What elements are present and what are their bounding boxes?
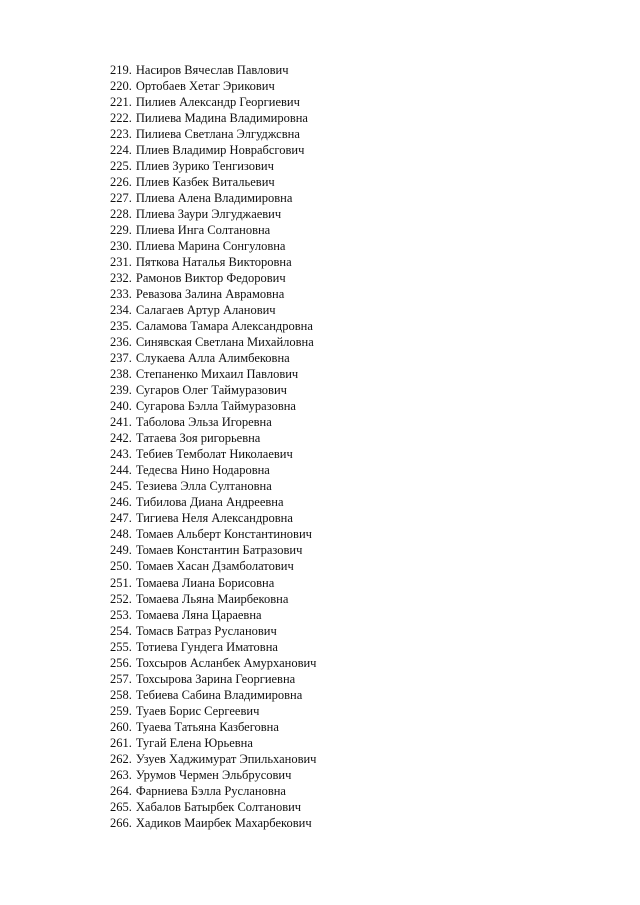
- entry-number: 260.: [110, 719, 132, 734]
- entry-number: 227.: [110, 191, 132, 206]
- entry-number: 263.: [110, 767, 132, 782]
- list-item: [110, 238, 316, 254]
- person-name: Узуев Хаджимурат Эпильханович: [135, 751, 317, 766]
- list-item: [110, 222, 316, 238]
- person-name: Ревазова Залина Аврамовна: [135, 287, 285, 302]
- list-item: [110, 607, 316, 623]
- person-name: Тугай Елена Юрьевна: [135, 735, 253, 750]
- person-name: Томаева Лиана Борисовна: [135, 575, 275, 590]
- entry-number: 234.: [110, 303, 132, 318]
- entry-number: 240.: [110, 399, 132, 414]
- entry-number: 266.: [110, 815, 132, 830]
- list-item: [110, 735, 316, 751]
- list-item: [110, 78, 316, 94]
- list-item: [110, 510, 316, 526]
- entry-number: 241.: [110, 415, 132, 430]
- entry-number: 223.: [110, 127, 132, 142]
- entry-number: 224.: [110, 143, 132, 158]
- name-list: [110, 62, 316, 831]
- entry-number: 235.: [110, 319, 132, 334]
- entry-number: 253.: [110, 607, 132, 622]
- entry-number: 230.: [110, 239, 132, 254]
- list-item: [110, 815, 316, 831]
- person-name: Томаев Хасан Дзамболатович: [135, 559, 294, 574]
- entry-number: 265.: [110, 799, 132, 814]
- person-name: Томаев Альберт Константинович: [135, 527, 312, 542]
- entry-number: 259.: [110, 703, 132, 718]
- list-item: [110, 751, 316, 767]
- list-item: [110, 478, 316, 494]
- entry-number: 243.: [110, 447, 132, 462]
- entry-number: 261.: [110, 735, 132, 750]
- entry-number: 220.: [110, 79, 132, 94]
- list-item: [110, 350, 316, 366]
- list-item: [110, 398, 316, 414]
- entry-number: 251.: [110, 575, 132, 590]
- person-name: Плиева Заури Элгуджаевич: [135, 207, 282, 222]
- person-name: Пилиев Александр Георгиевич: [135, 95, 300, 110]
- list-item: [110, 190, 316, 206]
- person-name: Томаева Ляна Цараевна: [135, 607, 262, 622]
- person-name: Синявская Светлана Михайловна: [135, 335, 314, 350]
- list-item: [110, 366, 316, 382]
- person-name: Саламова Тамара Александровна: [135, 319, 313, 334]
- person-name: Рамонов Виктор Федорович: [135, 271, 286, 286]
- person-name: Томасв Батраз Русланович: [135, 623, 277, 638]
- list-item: [110, 174, 316, 190]
- list-item: [110, 655, 316, 671]
- entry-number: 245.: [110, 479, 132, 494]
- entry-number: 236.: [110, 335, 132, 350]
- list-item: [110, 126, 316, 142]
- person-name: Тохсырова Зарина Георгиевна: [135, 671, 296, 686]
- person-name: Тигиева Неля Александровна: [135, 511, 293, 526]
- entry-number: 246.: [110, 495, 132, 510]
- list-item: [110, 430, 316, 446]
- entry-number: 264.: [110, 783, 132, 798]
- entry-number: 233.: [110, 287, 132, 302]
- person-name: Степаненко Михаил Павлович: [135, 367, 299, 382]
- person-name: Плиев Зурико Тенгизович: [135, 159, 274, 174]
- list-item: [110, 799, 316, 815]
- person-name: Тибилова Диана Андреевна: [135, 495, 284, 510]
- list-item: [110, 703, 316, 719]
- list-item: [110, 158, 316, 174]
- person-name: Слукаева Алла Алимбековна: [135, 351, 290, 366]
- person-name: Фарниева Бэлла Руслановна: [135, 783, 286, 798]
- person-name: Тебиева Сабина Владимировна: [135, 687, 303, 702]
- person-name: Тезиева Элла Султановна: [135, 479, 272, 494]
- list-item: [110, 382, 316, 398]
- person-name: Плиева Инга Солтановна: [135, 223, 271, 238]
- entry-number: 262.: [110, 751, 132, 766]
- person-name: Хабалов Батырбек Солтанович: [135, 799, 302, 814]
- entry-number: 222.: [110, 111, 132, 126]
- list-item: [110, 558, 316, 574]
- list-item: [110, 767, 316, 783]
- entry-number: 237.: [110, 351, 132, 366]
- list-item: [110, 783, 316, 799]
- person-name: Насиров Вячеслав Павлович: [135, 63, 289, 77]
- list-item: [110, 462, 316, 478]
- entry-number: 225.: [110, 159, 132, 174]
- entry-number: 229.: [110, 223, 132, 238]
- entry-number: 255.: [110, 639, 132, 654]
- entry-number: 250.: [110, 559, 132, 574]
- list-item: [110, 526, 316, 542]
- list-item: [110, 94, 316, 110]
- person-name: Плиева Марина Сонгуловна: [135, 239, 286, 254]
- entry-number: 221.: [110, 95, 132, 110]
- entry-number: 226.: [110, 175, 132, 190]
- person-name: Плиева Алена Владимировна: [135, 191, 293, 206]
- entry-number: 219.: [110, 63, 132, 77]
- entry-number: 257.: [110, 671, 132, 686]
- list-item: [110, 639, 316, 655]
- entry-number: 242.: [110, 431, 132, 446]
- person-name: Пилиева Мадина Владимировна: [135, 111, 308, 126]
- entry-number: 256.: [110, 655, 132, 670]
- person-name: Урумов Чермен Эльбрусович: [135, 767, 292, 782]
- person-name: Пяткова Наталья Викторовна: [135, 255, 292, 270]
- entry-number: 258.: [110, 687, 132, 702]
- person-name: Салагаев Артур Аланович: [135, 303, 276, 318]
- entry-number: 232.: [110, 271, 132, 286]
- list-item: [110, 446, 316, 462]
- entry-number: 252.: [110, 591, 132, 606]
- list-item: [110, 687, 316, 703]
- person-name: Пилиева Светлана Элгуджсвна: [135, 127, 300, 142]
- list-item: [110, 591, 316, 607]
- list-item: [110, 286, 316, 302]
- person-name: Тедесва Нино Нодаровна: [135, 463, 270, 478]
- person-name: Тотиева Гундега Иматовна: [135, 639, 278, 654]
- person-name: Туаев Борис Сергеевич: [135, 703, 260, 718]
- person-name: Томаева Льяна Маирбековна: [135, 591, 289, 606]
- list-item: [110, 671, 316, 687]
- person-name: Сугарова Бэлла Таймуразовна: [135, 399, 296, 414]
- list-item: [110, 110, 316, 126]
- person-name: Туаева Татьяна Казбеговна: [135, 719, 279, 734]
- list-item: [110, 494, 316, 510]
- list-item: [110, 302, 316, 318]
- list-item: [110, 142, 316, 158]
- person-name: Хадиков Маирбек Махарбекович: [135, 815, 312, 830]
- list-item: [110, 719, 316, 735]
- entry-number: 254.: [110, 623, 132, 638]
- entry-number: 238.: [110, 367, 132, 382]
- entry-number: 247.: [110, 511, 132, 526]
- person-name: Ортобаев Хетаг Эрикович: [135, 79, 275, 94]
- list-item: [110, 542, 316, 558]
- entry-number: 239.: [110, 383, 132, 398]
- list-item: [110, 62, 316, 78]
- list-item: [110, 254, 316, 270]
- entry-number: 231.: [110, 255, 132, 270]
- entry-number: 248.: [110, 527, 132, 542]
- person-name: Томаев Константин Батразович: [135, 543, 303, 558]
- entry-number: 244.: [110, 463, 132, 478]
- person-name: Татаева Зоя ригорьевна: [135, 431, 261, 446]
- person-name: Сугаров Олег Таймуразович: [135, 383, 287, 398]
- entry-number: 249.: [110, 543, 132, 558]
- list-item: [110, 206, 316, 222]
- list-item: [110, 334, 316, 350]
- list-item: [110, 575, 316, 591]
- person-name: Тохсыров Асланбек Амурханович: [135, 655, 317, 670]
- list-item: [110, 414, 316, 430]
- person-name: Тебиев Темболат Николаевич: [135, 447, 293, 462]
- list-item: [110, 270, 316, 286]
- list-item: [110, 318, 316, 334]
- person-name: Таболова Эльза Игоревна: [135, 415, 272, 430]
- list-item: [110, 623, 316, 639]
- person-name: Плиев Владимир Новрабсгович: [135, 143, 305, 158]
- entry-number: 228.: [110, 207, 132, 222]
- person-name: Плиев Казбек Витальевич: [135, 175, 275, 190]
